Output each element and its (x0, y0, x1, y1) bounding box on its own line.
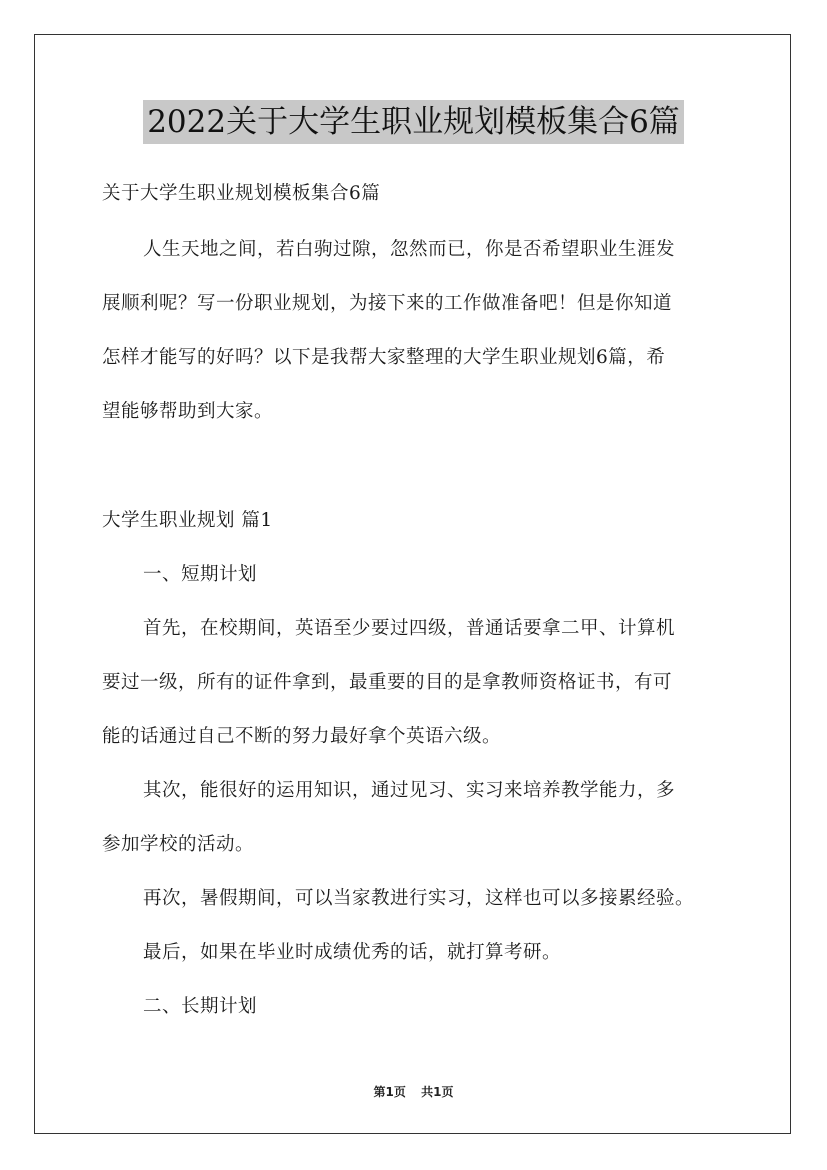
page-total: 共1页 (421, 1085, 454, 1099)
second-para-line-2: 参加学校的活动。 (102, 834, 255, 855)
first-para-line-3: 能的话通过自己不断的努力最好拿个英语六级。 (102, 726, 502, 747)
intro-line-1: 人生天地之间，若白驹过隙，忽然而已，你是否希望职业生涯发 (143, 239, 676, 260)
intro-line-3: 怎样才能写的好吗？以下是我帮大家整理的大学生职业规划6篇，希 (102, 347, 666, 368)
intro-line-2: 展顺利呢？写一份职业规划，为接下来的工作做准备吧！但是你知道 (102, 293, 673, 314)
second-para-line-1: 其次，能很好的运用知识，通过见习、实习来培养教学能力，多 (143, 780, 676, 801)
long-term-heading: 二、长期计划 (143, 996, 258, 1017)
document-title: 2022关于大学生职业规划模板集合6篇 (143, 100, 684, 144)
fourth-para: 最后，如果在毕业时成绩优秀的话，就打算考研。 (143, 942, 562, 963)
first-para-line-2: 要过一级，所有的证件拿到，最重要的目的是拿教师资格证书，有可 (102, 672, 673, 693)
short-term-heading: 一、短期计划 (143, 564, 258, 585)
page-footer (0, 1083, 827, 1100)
document-subtitle: 关于大学生职业规划模板集合6篇 (102, 183, 381, 204)
intro-line-4: 望能够帮助到大家。 (102, 401, 274, 422)
first-para-line-1: 首先，在校期间，英语至少要过四级，普通话要拿二甲、计算机 (143, 618, 676, 639)
section-heading: 大学生职业规划 篇1 (102, 510, 273, 531)
third-para: 再次，暑假期间，可以当家教进行实习，这样也可以多接累经验。 (143, 888, 695, 909)
page-number: 第1页 (373, 1085, 406, 1099)
title-container (0, 100, 827, 144)
